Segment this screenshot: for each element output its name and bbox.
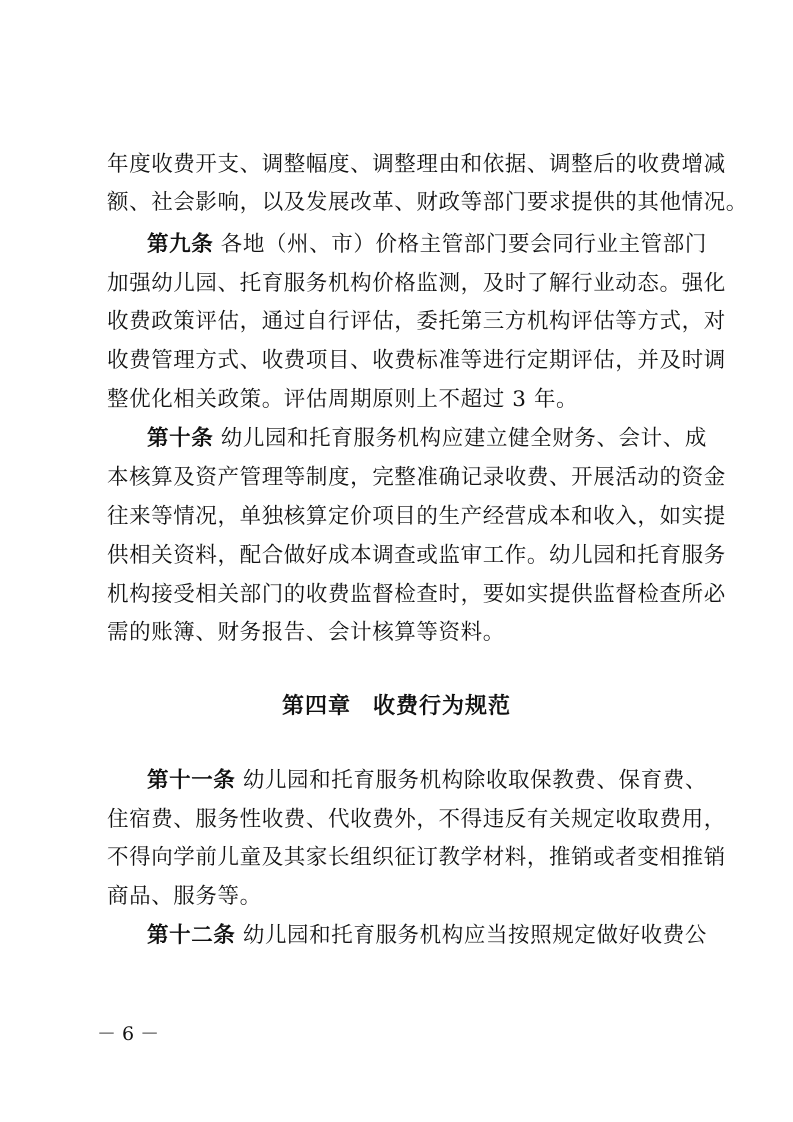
article-10-text: 幼儿园和托育服务机构应建立健全财务、会计、成 xyxy=(220,426,707,451)
article-10-first-line xyxy=(147,424,707,454)
text-line-4: 加强幼儿园、托育服务机构价格监测，及时了解行业动态。强化 xyxy=(107,271,726,296)
page-number: － 6 － xyxy=(97,1023,160,1045)
article-11-text: 幼儿园和托育服务机构除收取保教费、保育费、 xyxy=(242,768,707,793)
chapter-heading xyxy=(0,692,793,722)
article-11-first-line xyxy=(147,766,707,796)
article-9-text: 各地（州、市）价格主管部门要会同行业主管部门 xyxy=(220,232,707,257)
text-line-16: 不得向学前儿童及其家长组织征订教学材料，推销或者变相推销 xyxy=(107,845,726,870)
article-12-text: 幼儿园和托育服务机构应当按照规定做好收费公 xyxy=(242,923,707,948)
text-line-5: 收费政策评估，通过自行评估，委托第三方机构评估等方式，对 xyxy=(107,309,726,334)
text-line-1: 年度收费开支、调整幅度、调整理由和依据、调整后的收费增减 xyxy=(107,152,726,177)
chapter-number: 第四章 xyxy=(281,694,351,719)
article-9-first-line xyxy=(147,230,707,260)
text-line-15: 住宿费、服务性收费、代收费外，不得违反有关规定收取费用， xyxy=(107,807,726,832)
chapter-title: 收费行为规范 xyxy=(373,694,512,719)
article-11-label: 第十一条 xyxy=(147,768,236,793)
article-12-label: 第十二条 xyxy=(147,923,236,948)
text-line-2: 额、社会影响，以及发展改革、财政等部门要求提供的其他情况。 xyxy=(107,190,748,215)
text-line-17: 商品、服务等。 xyxy=(107,884,262,909)
text-line-11: 供相关资料，配合做好成本调查或监审工作。幼儿园和托育服务 xyxy=(107,543,726,568)
text-line-6: 收费管理方式、收费项目、收费标准等进行定期评估，并及时调 xyxy=(107,348,726,373)
article-9-label: 第九条 xyxy=(147,232,214,257)
text-line-10: 往来等情况，单独核算定价项目的生产经营成本和收入，如实提 xyxy=(107,504,726,529)
text-line-7: 整优化相关政策。评估周期原则上不超过 3 年。 xyxy=(107,387,579,412)
text-line-12: 机构接受相关部门的收费监督检查时，要如实提供监督检查所必 xyxy=(107,582,726,607)
article-12-first-line xyxy=(147,921,707,951)
article-10-label: 第十条 xyxy=(147,426,214,451)
text-line-9: 本核算及资产管理等制度，完整准确记录收费、开展活动的资金 xyxy=(107,465,726,490)
text-line-13: 需的账簿、财务报告、会计核算等资料。 xyxy=(107,620,505,645)
